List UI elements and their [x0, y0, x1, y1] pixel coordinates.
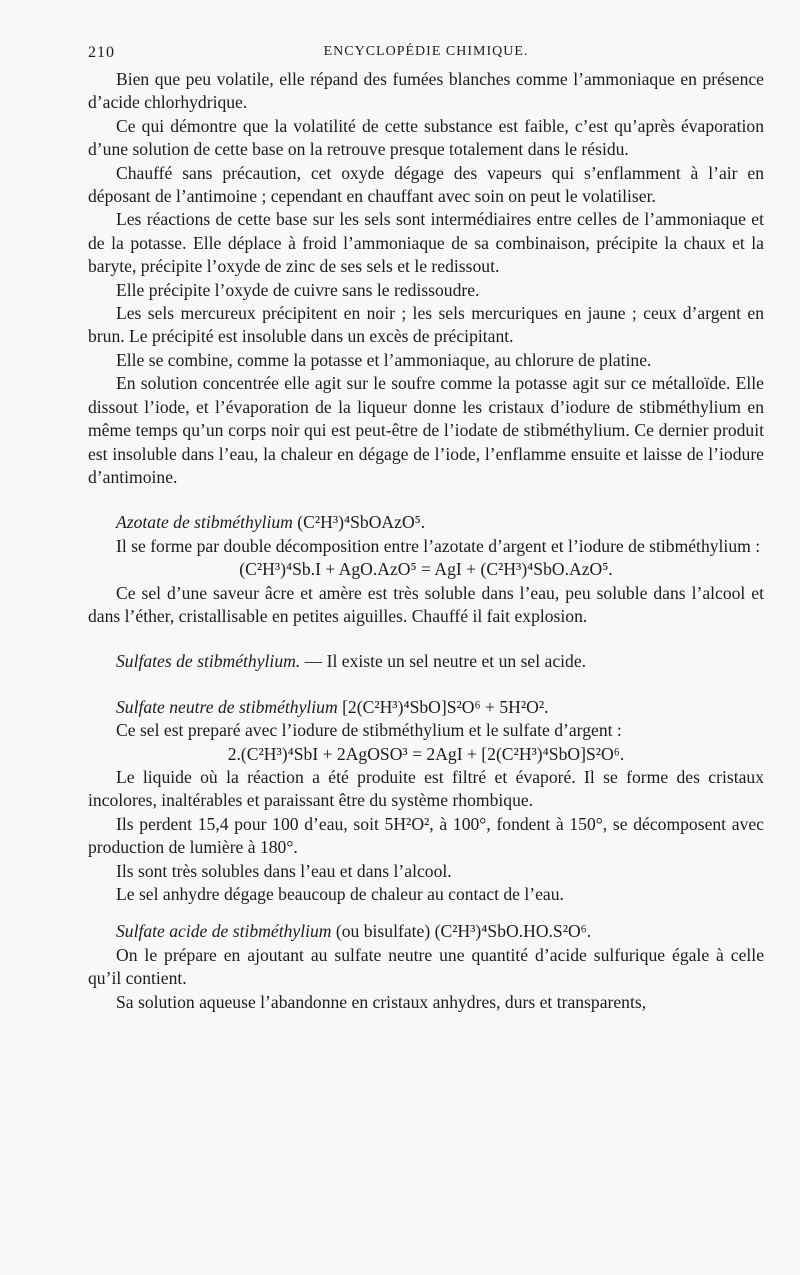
section-text: — Il existe un sel neutre et un sel acide.: [300, 651, 587, 672]
paragraph: Chauffé sans précaution, cet oxyde dégage des vapeurs qui s’enflamment à l’air en déposant de l’antimoine ; cependant en chauffant avec soin on peut le volatiliser.: [88, 162, 764, 207]
paragraph: Bien que peu volatile, elle répand des fumées blanches comme l’ammoniaque en présence d’acide chlorhydrique.: [88, 69, 764, 113]
page-header: [88, 44, 764, 68]
section-title: Sulfate acide de stibméthylium: [116, 921, 332, 942]
paragraph: Ils perdent 15,4 pour 100 d’eau, soit 5H²O², à 100°, fondent à 150°, se décomposent avec production de lumière à 180°.: [88, 813, 764, 858]
paragraph: Ce qui démontre que la volatilité de cette substance est faible, c’est qu’après évaporation d’une solution de cette base on la retrouve presque totalement dans le résidu.: [88, 115, 764, 160]
paragraph: Les réactions de cette base sur les sels sont intermédiaires entre celles de l’ammoniaque et de la potasse. Elle déplace à froid l’ammoniaque de sa combinaison, précipite la chaux et la baryte, précipite l’oxyde de zinc de ses sels et le redissout.: [88, 209, 764, 277]
section-title: Sulfate neutre de stibméthylium: [116, 696, 338, 717]
paragraph: Ils sont très solubles dans l’eau et dans l’alcool.: [116, 860, 452, 881]
section-formula: (C²H³)⁴SbOAzO⁵.: [297, 512, 426, 533]
paragraph: Les sels mercureux précipitent en noir ; les sels mercuriques en jaune ; ceux d’argent en brun. Le précipité est insoluble dans un excès de précipitant.: [88, 303, 764, 347]
section-title: Azotate de stibméthylium: [116, 512, 293, 533]
section-heading-sulfate-neutre: [88, 696, 764, 719]
section-heading-sulfates: [88, 650, 764, 673]
paragraph: Elle précipite l’oxyde de cuivre sans le redissoudre.: [116, 279, 480, 300]
paragraph: Ce sel est preparé avec l’iodure de stibméthylium et le sulfate d’argent :: [116, 720, 622, 741]
section-heading-azotate: [88, 511, 764, 534]
page-number: 210: [88, 44, 115, 61]
paragraph: Elle se combine, comme la potasse et l’ammoniaque, au chlorure de platine.: [116, 349, 652, 370]
section-title: Sulfates de stibméthylium.: [116, 651, 301, 672]
section-heading-sulfate-acide: [88, 920, 764, 943]
running-title: ENCYCLOPÉDIE CHIMIQUE.: [323, 44, 529, 59]
paragraph: Ce sel d’une saveur âcre et amère est très soluble dans l’eau, peu soluble dans l’alcool et dans l’éther, cristallisable en petites aiguilles. Chauffé il fait explosion.: [88, 582, 764, 626]
paragraph: On le prépare en ajoutant au sulfate neutre une quantité d’acide sulfurique égale à celle qu’il contient.: [88, 944, 764, 989]
paragraph: Il se forme par double décomposition entre l’azotate d’argent et l’iodure de stibméthylium :: [116, 535, 761, 556]
page-body: [88, 68, 764, 1014]
paragraph: En solution concentrée elle agit sur le soufre comme la potasse agit sur ce métalloïde. Elle dissout l’iode, et l’évaporation de la liqueur donne les cristaux d’iodure de stibméthylium en même temps qu’un corps noir qui est peut-être de l’iodate de stibméthylium. Ce dernier produit est insoluble dans l’eau, la chaleur en dégage de l’iode, l’enflamme ensuite et laisse de l’iodure d’antimoine.: [88, 373, 764, 487]
paragraph: Sa solution aqueuse l’abandonne en cristaux anhydres, durs et transparents,: [116, 991, 647, 1012]
equation: (C²H³)⁴Sb.I + AgO.AzO⁵ = AgI + (C²H³)⁴SbO.AzO⁵.: [239, 559, 613, 580]
equation: 2.(C²H³)⁴SbI + 2AgOSO³ = 2AgI + [2(C²H³)⁴SbO]S²O⁶.: [227, 743, 625, 764]
section-formula: [2(C²H³)⁴SbO]S²O⁶ + 5H²O².: [342, 696, 549, 717]
paragraph: Le sel anhydre dégage beaucoup de chaleur au contact de l’eau.: [116, 884, 564, 904]
paragraph: Le liquide où la réaction a été produite est filtré et évaporé. Il se forme des cristaux incolores, inaltérables et paraissant être du système rhombique.: [88, 766, 764, 811]
section-formula: (ou bisulfate) (C²H³)⁴SbO.HO.S²O⁶.: [335, 921, 592, 942]
